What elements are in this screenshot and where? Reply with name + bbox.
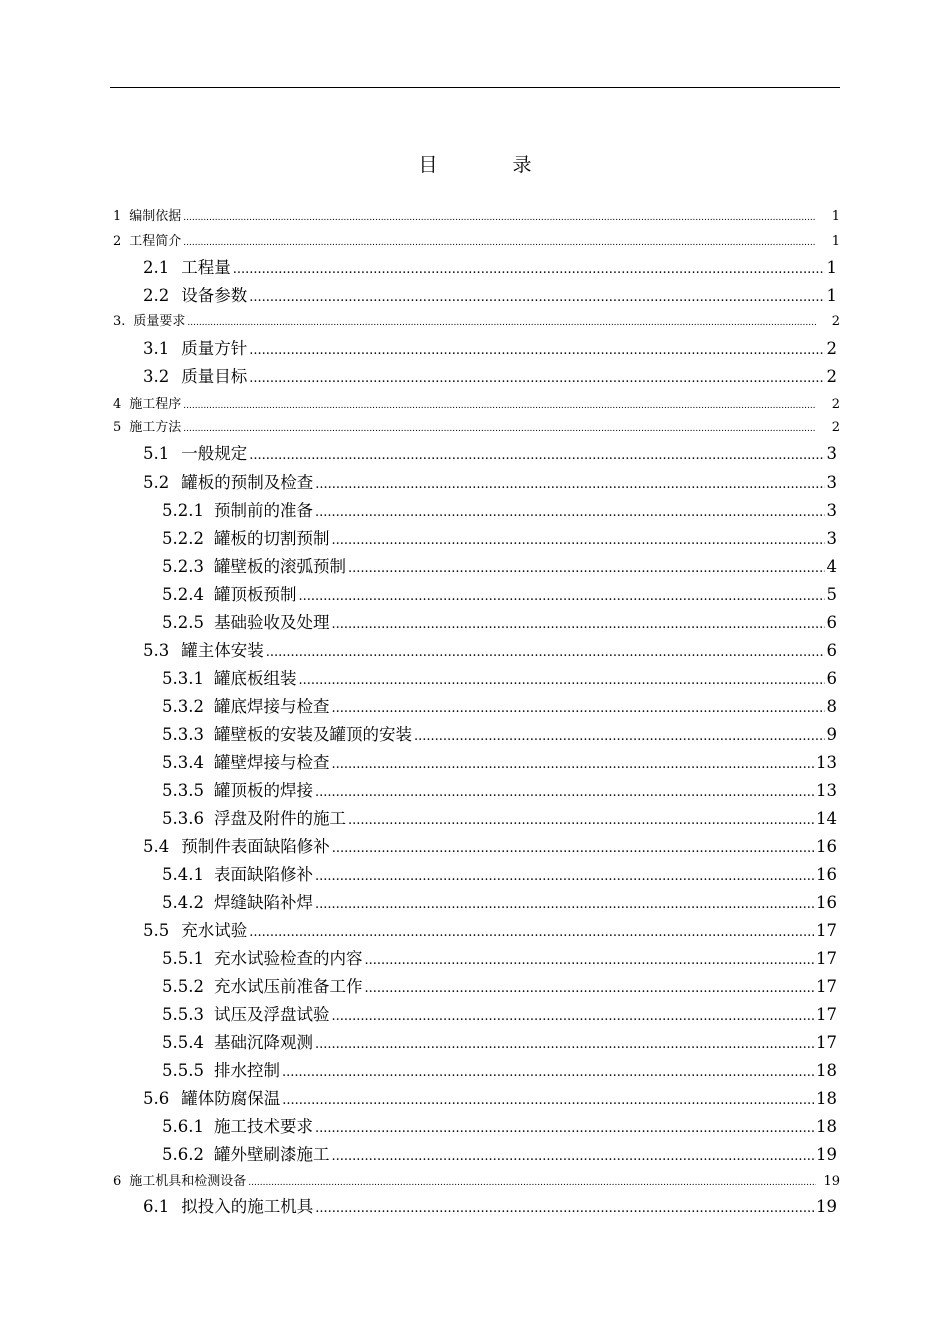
toc-entry-title: 浮盘及附件的施工 <box>213 809 346 828</box>
toc-entry-page: 19 <box>823 1174 840 1189</box>
toc-entry-title: 施工机具和检测设备 <box>129 1174 247 1189</box>
toc-entry-number: 5.4.2 <box>162 893 204 912</box>
toc-entry-page: 16 <box>816 893 837 912</box>
toc-entry-title: 焊缝缺陷补焊 <box>213 893 313 912</box>
toc-leader-dots <box>249 343 824 358</box>
toc-entry-title: 罐顶板的焊接 <box>213 781 313 800</box>
toc-leader-dots <box>315 1037 814 1052</box>
toc-entry-number: 5.5.1 <box>162 949 204 968</box>
toc-entry-page: 3 <box>826 444 837 463</box>
toc-leader-dots <box>249 290 824 305</box>
toc-entry[interactable] <box>113 310 840 329</box>
toc-entry[interactable] <box>162 665 837 689</box>
toc-entry[interactable] <box>143 1085 837 1109</box>
toc-entry-title: 充水试验 <box>181 921 248 940</box>
toc-entry-title: 罐壁板的安装及罐顶的安装 <box>213 725 412 744</box>
toc-entry-page: 6 <box>826 613 837 632</box>
toc-entry[interactable] <box>162 1029 837 1053</box>
toc-entry-title: 工程量 <box>181 258 231 277</box>
toc-entry-title: 施工方法 <box>129 420 182 435</box>
toc-entry[interactable] <box>143 440 837 464</box>
toc-entry-number: 4 <box>113 397 122 412</box>
toc-entry-title: 工程简介 <box>129 234 182 249</box>
toc-entry-number: 1 <box>113 209 122 224</box>
toc-entry-page: 6 <box>826 669 837 688</box>
toc-entry[interactable] <box>143 282 837 306</box>
toc-entry-number: 5.3.4 <box>162 753 204 772</box>
toc-entry-page: 17 <box>816 977 837 996</box>
toc-entry-number: 5.5.4 <box>162 1033 204 1052</box>
toc-leader-dots <box>266 645 825 660</box>
toc-entry-number: 5.3.6 <box>162 809 204 828</box>
toc-entry-page: 1 <box>831 234 840 249</box>
toc-entry-page: 2 <box>831 314 840 329</box>
toc-entry-number: 6 <box>113 1174 122 1189</box>
toc-entry-number: 5.5.3 <box>162 1005 204 1024</box>
toc-entry-page: 19 <box>816 1197 837 1216</box>
toc-entry-number: 5.4 <box>143 837 170 856</box>
toc-entry[interactable] <box>113 416 840 435</box>
toc-entry[interactable] <box>113 393 840 412</box>
toc-entry-title: 预制前的准备 <box>213 501 313 520</box>
toc-entry-title: 施工技术要求 <box>213 1117 313 1136</box>
toc-entry-page: 2 <box>831 420 840 435</box>
toc-leader-dots <box>332 841 814 856</box>
toc-entry[interactable] <box>162 749 837 773</box>
toc-entry-number: 3.2 <box>143 367 170 386</box>
toc-entry-page: 17 <box>816 1005 837 1024</box>
toc-leader-dots <box>298 673 824 688</box>
toc-entry-number: 6.1 <box>143 1197 170 1216</box>
toc-entry[interactable] <box>143 469 837 493</box>
toc-entry-page: 18 <box>816 1117 837 1136</box>
toc-entry-page: 18 <box>816 1089 837 1108</box>
toc-entry-title: 罐壁板的滚弧预制 <box>213 557 346 576</box>
toc-entry-page: 9 <box>826 725 837 744</box>
toc-leader-dots <box>282 1065 814 1080</box>
toc-leader-dots <box>248 1178 816 1188</box>
toc-entry-page: 17 <box>816 1033 837 1052</box>
toc-leader-dots <box>183 401 816 411</box>
toc-entry-number: 5.2.5 <box>162 613 204 632</box>
toc-entry-page: 8 <box>826 697 837 716</box>
toc-leader-dots <box>414 729 825 744</box>
toc-leader-dots <box>249 371 824 386</box>
toc-entry[interactable] <box>162 1057 837 1081</box>
toc-entry-page: 13 <box>816 753 837 772</box>
toc-entry-title: 质量方针 <box>181 339 248 358</box>
toc-leader-dots <box>183 238 816 248</box>
toc-entry-title: 罐顶板预制 <box>213 585 297 604</box>
toc-entry-number: 5 <box>113 420 122 435</box>
toc-entry-page: 2 <box>826 367 837 386</box>
toc-entry[interactable] <box>143 637 837 661</box>
toc-entry-number: 5.4.1 <box>162 865 204 884</box>
toc-entry[interactable] <box>162 693 837 717</box>
toc-entry-page: 1 <box>826 258 837 277</box>
toc-entry-title: 基础验收及处理 <box>213 613 330 632</box>
toc-entry-number: 5.2 <box>143 473 170 492</box>
toc-entry[interactable] <box>143 335 837 359</box>
toc-entry[interactable] <box>143 833 837 857</box>
toc-entry-number: 5.3.3 <box>162 725 204 744</box>
toc-entry-title: 一般规定 <box>181 444 248 463</box>
toc-entry-number: 5.2.4 <box>162 585 204 604</box>
toc-leader-dots <box>364 953 814 968</box>
toc-entry-number: 5.5 <box>143 921 170 940</box>
toc-entry-number: 5.2.2 <box>162 529 204 548</box>
toc-entry-title: 编制依据 <box>129 209 182 224</box>
toc-entry-page: 13 <box>816 781 837 800</box>
toc-leader-dots <box>331 1009 814 1024</box>
toc-title: 目 录 <box>418 154 560 176</box>
toc-entry-number: 5.3.1 <box>162 669 204 688</box>
toc-entry[interactable] <box>162 973 837 997</box>
toc-entry-title: 试压及浮盘试验 <box>213 1005 330 1024</box>
toc-entry-page: 16 <box>816 837 837 856</box>
toc-leader-dots <box>315 1201 814 1216</box>
toc-entry[interactable] <box>162 777 837 801</box>
toc-entry-number: 5.2.1 <box>162 501 204 520</box>
toc-entry-number: 5.2.3 <box>162 557 204 576</box>
toc-entry-title: 充水试验检查的内容 <box>213 949 363 968</box>
toc-entry-title: 设备参数 <box>181 286 248 305</box>
toc-leader-dots <box>364 981 814 996</box>
toc-entry-title: 罐底板组装 <box>213 669 297 688</box>
toc-entry-number: 5.5.5 <box>162 1061 204 1080</box>
toc-entry[interactable] <box>143 254 837 278</box>
toc-entry-page: 4 <box>826 557 837 576</box>
toc-leader-dots <box>315 869 814 884</box>
toc-entry-title: 预制件表面缺陷修补 <box>181 837 330 856</box>
toc-entry-number: 2.2 <box>143 286 170 305</box>
toc-entry-title: 质量要求 <box>133 314 186 329</box>
toc-entry-title: 拟投入的施工机具 <box>181 1197 314 1216</box>
toc-entry-number: 5.6 <box>143 1089 170 1108</box>
toc-entry[interactable] <box>162 1001 837 1025</box>
toc-entry-page: 18 <box>816 1061 837 1080</box>
toc-entry[interactable] <box>162 581 837 605</box>
toc-entry-title: 罐板的切割预制 <box>213 529 330 548</box>
toc-entry[interactable] <box>162 889 837 913</box>
toc-leader-dots <box>331 617 824 632</box>
toc-entry-number: 5.6.2 <box>162 1145 204 1164</box>
toc-leader-dots <box>183 424 816 434</box>
toc-leader-dots <box>249 448 824 463</box>
toc-entry-number: 2.1 <box>143 258 170 277</box>
toc-leader-dots <box>298 589 824 604</box>
toc-entry[interactable] <box>143 363 837 387</box>
toc-entry-title: 罐板的预制及检查 <box>181 473 314 492</box>
toc-leader-dots <box>315 477 824 492</box>
toc-entry-page: 3 <box>826 529 837 548</box>
toc-entry-page: 5 <box>826 585 837 604</box>
toc-leader-dots <box>348 813 814 828</box>
toc-entry-number: 5.3.2 <box>162 697 204 716</box>
toc-leader-dots <box>331 757 814 772</box>
toc-entry-number: 5.3 <box>143 641 170 660</box>
toc-entry-title: 罐壁焊接与检查 <box>213 753 330 772</box>
toc-entry-page: 3 <box>826 473 837 492</box>
toc-entry[interactable] <box>162 945 837 969</box>
toc-entry-number: 5.6.1 <box>162 1117 204 1136</box>
toc-entry-title: 罐主体安装 <box>181 641 264 660</box>
toc-entry-number: 5.5.2 <box>162 977 204 996</box>
toc-entry-number: 5.1 <box>143 444 170 463</box>
toc-entry-number: 3. <box>113 314 126 329</box>
toc-entry-title: 罐外壁刷漆施工 <box>213 1145 330 1164</box>
toc-leader-dots <box>233 262 825 277</box>
toc-leader-dots <box>187 318 816 328</box>
toc-entry[interactable] <box>162 1113 837 1137</box>
toc-leader-dots <box>249 925 814 940</box>
toc-entry-title: 充水试压前准备工作 <box>213 977 363 996</box>
toc-entry-page: 17 <box>816 921 837 940</box>
toc-entry-number: 2 <box>113 234 122 249</box>
toc-entry[interactable] <box>162 721 837 745</box>
toc-leader-dots <box>331 533 824 548</box>
toc-entry-title: 排水控制 <box>213 1061 280 1080</box>
toc-entry-title: 基础沉降观测 <box>213 1033 313 1052</box>
toc-entry-title: 罐底焊接与检查 <box>213 697 330 716</box>
toc-entry[interactable] <box>162 609 837 633</box>
toc-entry[interactable] <box>113 1170 840 1189</box>
toc-leader-dots <box>331 701 824 716</box>
toc-entry-page: 14 <box>816 809 837 828</box>
toc-entry-title: 表面缺陷修补 <box>213 865 313 884</box>
toc-entry-number: 5.3.5 <box>162 781 204 800</box>
toc-entry[interactable] <box>162 1141 837 1165</box>
toc-entry[interactable] <box>162 805 837 829</box>
toc-entry[interactable] <box>113 205 840 224</box>
toc-entry-title: 施工程序 <box>129 397 182 412</box>
toc-entry-title: 质量目标 <box>181 367 248 386</box>
toc-entry-title: 罐体防腐保温 <box>181 1089 281 1108</box>
toc-entry[interactable] <box>162 497 837 521</box>
toc-leader-dots <box>315 897 814 912</box>
toc-entry-page: 6 <box>826 641 837 660</box>
toc-leader-dots <box>315 1121 814 1136</box>
toc-entry-number: 3.1 <box>143 339 170 358</box>
toc-entry-page: 1 <box>831 209 840 224</box>
toc-leader-dots <box>331 1149 814 1164</box>
toc-entry[interactable] <box>162 525 837 549</box>
toc-entry[interactable] <box>143 1193 837 1217</box>
toc-entry[interactable] <box>162 553 837 577</box>
toc-entry-page: 2 <box>826 339 837 358</box>
toc-entry-page: 2 <box>831 397 840 412</box>
toc-entry-page: 19 <box>816 1145 837 1164</box>
toc-leader-dots <box>315 505 825 520</box>
toc-leader-dots <box>282 1093 814 1108</box>
toc-entry-page: 1 <box>826 286 837 305</box>
toc-entry[interactable] <box>162 861 837 885</box>
toc-leader-dots <box>348 561 825 576</box>
toc-entry-page: 3 <box>826 501 837 520</box>
toc-entry[interactable] <box>113 230 840 249</box>
toc-entry-page: 16 <box>816 865 837 884</box>
toc-entry-page: 17 <box>816 949 837 968</box>
toc-entry[interactable] <box>143 917 837 941</box>
toc-leader-dots <box>183 213 816 223</box>
toc-leader-dots <box>315 785 814 800</box>
